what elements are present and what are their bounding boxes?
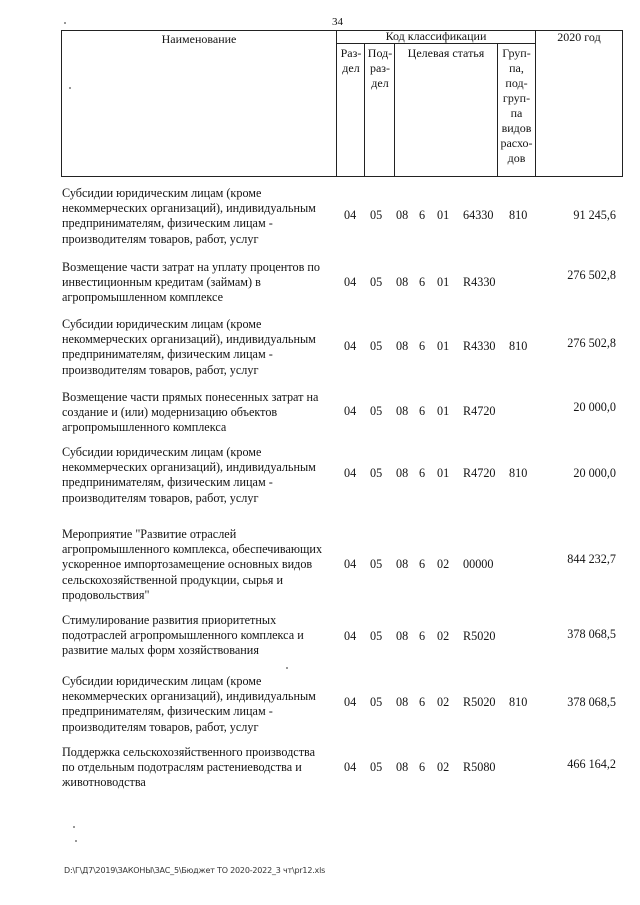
row-razdel: 04: [344, 339, 357, 353]
header-vr-line: дов: [507, 151, 526, 165]
row-target-event: 02: [437, 557, 450, 571]
row-name: Субсидии юридическим лицам (кроме некоммерческих организаций), индивидуальным предпринимателям, физическим лицам - производителям товаров, работ, услуг: [62, 186, 316, 246]
row-amount: 276 502,8: [567, 336, 616, 350]
header-target-article: Целевая статья: [407, 46, 485, 60]
row-name: Мероприятие "Развитие отраслей агропромышленного комплекса, обеспечивающих ускоренное импортозамещение основных видов сельскохозяйственной продукции, сырья и продовольствия": [62, 527, 323, 602]
row-target-event: 02: [437, 695, 450, 709]
row-podrazdel: 05: [370, 466, 383, 480]
row-amount: 466 164,2: [567, 757, 616, 771]
header-podrazdel-line: Под-: [367, 46, 393, 60]
row-amount: 378 068,5: [567, 695, 616, 709]
row-target-subprogram: 6: [419, 208, 426, 222]
row-target-direction: R4720: [463, 404, 496, 418]
row-razdel: 04: [344, 208, 357, 222]
row-razdel: 04: [344, 629, 357, 643]
row-target-direction: R5020: [463, 629, 496, 643]
row-target-direction: 64330: [463, 208, 494, 222]
header-vr-line: груп-: [502, 91, 531, 105]
header-vr-line: па: [510, 106, 523, 120]
row-target-program: 08: [396, 695, 409, 709]
row-podrazdel: 05: [370, 695, 383, 709]
row-expense-type: 810: [509, 339, 528, 353]
row-name: Возмещение части прямых понесенных затрат на создание и (или) модернизацию объектов агропромышленного комплекса: [62, 390, 319, 435]
row-target-subprogram: 6: [419, 557, 426, 571]
row-name: Стимулирование развития приоритетных подотраслей агропромышленного комплекса и развитие малых форм хозяйствования: [62, 613, 304, 658]
header-vr-line: па,: [509, 61, 524, 75]
row-target-program: 08: [396, 339, 409, 353]
row-target-event: 01: [437, 404, 450, 418]
row-razdel: 04: [344, 275, 357, 289]
row-target-program: 08: [396, 208, 409, 222]
header-divider-vr: [535, 30, 536, 177]
header-vr-line: Груп-: [502, 46, 531, 60]
row-podrazdel: 05: [370, 208, 383, 222]
row-target-subprogram: 6: [419, 466, 426, 480]
header-divider-podrazdel: [394, 43, 395, 177]
row-name: Субсидии юридическим лицам (кроме некоммерческих организаций), индивидуальным предпринимателям, физическим лицам - производителям товаров, работ, услуг: [62, 445, 316, 505]
row-podrazdel: 05: [370, 629, 383, 643]
row-razdel: 04: [344, 760, 357, 774]
row-target-event: 01: [437, 275, 450, 289]
row-target-direction: R5080: [463, 760, 496, 774]
row-target-direction: R4330: [463, 339, 496, 353]
header-vr-line: видов: [501, 121, 532, 135]
row-podrazdel: 05: [370, 557, 383, 571]
row-target-program: 08: [396, 275, 409, 289]
header-vr-line: расхо-: [500, 136, 533, 150]
row-razdel: 04: [344, 404, 357, 418]
row-amount: 378 068,5: [567, 627, 616, 641]
row-target-event: 01: [437, 466, 450, 480]
row-podrazdel: 05: [370, 760, 383, 774]
header-podrazdel-line: дел: [371, 76, 389, 90]
row-target-subprogram: 6: [419, 339, 426, 353]
scan-speck: [286, 667, 288, 669]
header-year: 2020 год: [557, 30, 601, 44]
header-name: Наименование: [161, 32, 237, 46]
row-target-subprogram: 6: [419, 760, 426, 774]
row-amount: 844 232,7: [567, 552, 616, 566]
scan-speck: [73, 826, 75, 828]
header-razdel-line: Раз-: [340, 46, 362, 60]
row-podrazdel: 05: [370, 339, 383, 353]
row-razdel: 04: [344, 695, 357, 709]
row-name: Субсидии юридическим лицам (кроме некоммерческих организаций), индивидуальным предпринимателям, физическим лицам - производителям товаров, работ, услуг: [62, 674, 316, 734]
row-target-subprogram: 6: [419, 404, 426, 418]
row-target-event: 01: [437, 339, 450, 353]
row-name: Возмещение части затрат на уплату процентов по инвестиционным кредитам (займам) в агропромышленном комплексе: [62, 260, 320, 305]
row-target-subprogram: 6: [419, 695, 426, 709]
row-podrazdel: 05: [370, 404, 383, 418]
row-expense-type: 810: [509, 695, 528, 709]
row-name: Поддержка сельскохозяйственного производства по отдельным подотраслям растениеводства и животноводства: [62, 745, 316, 790]
row-target-direction: R4720: [463, 466, 496, 480]
row-target-event: 01: [437, 208, 450, 222]
header-podrazdel-line: раз-: [369, 61, 391, 75]
row-target-event: 02: [437, 760, 450, 774]
header-right-border: [622, 30, 623, 177]
header-podrazdel: [366, 46, 394, 91]
row-target-event: 02: [437, 629, 450, 643]
header-left-border: [61, 30, 62, 177]
row-target-program: 08: [396, 760, 409, 774]
row-podrazdel: 05: [370, 275, 383, 289]
header-vr: [498, 46, 535, 166]
row-target-direction: R5020: [463, 695, 496, 709]
row-razdel: 04: [344, 466, 357, 480]
scan-speck: [64, 22, 66, 24]
row-target-direction: 00000: [463, 557, 494, 571]
row-amount: 20 000,0: [573, 400, 616, 414]
row-amount: 20 000,0: [573, 466, 616, 480]
row-amount: 276 502,8: [567, 268, 616, 282]
row-target-subprogram: 6: [419, 629, 426, 643]
row-target-program: 08: [396, 557, 409, 571]
page-number: 34: [332, 16, 343, 28]
row-target-direction: R4330: [463, 275, 496, 289]
row-razdel: 04: [344, 557, 357, 571]
header-classification-code: Код классификации: [385, 29, 487, 43]
row-target-subprogram: 6: [419, 275, 426, 289]
row-target-program: 08: [396, 404, 409, 418]
scan-speck: [69, 87, 71, 89]
scan-speck: [75, 840, 77, 842]
row-target-program: 08: [396, 466, 409, 480]
header-vr-line: под-: [505, 76, 528, 90]
row-name: Субсидии юридическим лицам (кроме некоммерческих организаций), индивидуальным предпринимателям, физическим лицам - производителям товаров, работ, услуг: [62, 317, 316, 377]
header-razdel: [337, 46, 365, 76]
row-target-program: 08: [396, 629, 409, 643]
header-razdel-line: дел: [342, 61, 360, 75]
row-amount: 91 245,6: [573, 208, 616, 222]
row-expense-type: 810: [509, 208, 528, 222]
row-expense-type: 810: [509, 466, 528, 480]
footer-file-path: D:\Г\Д7\2019\ЗАКОНЫ\ЗАС_5\Бюджет ТО 2020-2022_3 чт\pr12.xls: [64, 866, 326, 875]
header-bottom-border: [61, 176, 623, 177]
